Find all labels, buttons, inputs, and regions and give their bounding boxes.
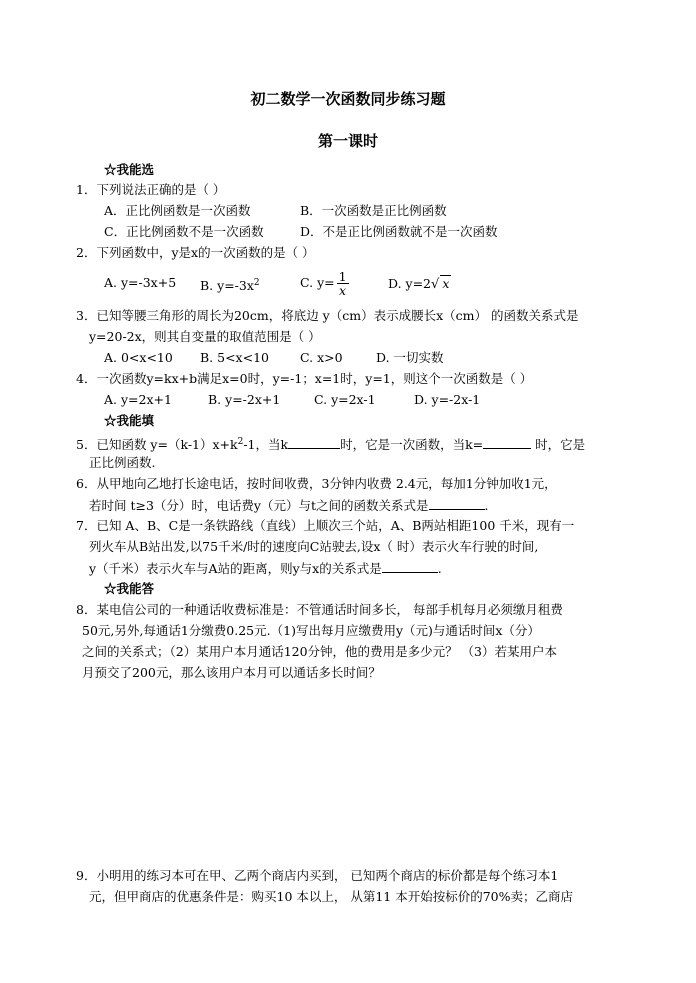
q8-line2: 50元,另外,每通话1分缴费0.25元.（1)写出每月应缴费用y（元)与通话时间x（分） [82,623,540,638]
q2-option-c [300,266,351,300]
q2-option-b [200,275,260,294]
q7-line2: 列火车从B站出发,以75千米/时的速度向C站驶去,设x（ 时）表示火车行驶的时间, [89,539,539,554]
q2-stem: 2．下列函数中，y是x的一次函数的是（ ） [76,245,315,260]
q4-stem: 4．一次函数y=kx+b满足x=0时，y=-1；x=1时，y=1，则这个一次函数是（ ） [76,371,533,386]
q1-stem: 1．下列说法正确的是（ ） [76,182,226,197]
q9-line2: 元，但甲商店的优惠条件是：购买10 本以上， 从第11 本开始按标价的70%卖；乙商店 [89,889,574,904]
q2-option-b-text: B. y=-3x [200,278,254,294]
q5-text-mid2: 时，它是一次函数，当k= [340,437,484,453]
q1-option-b: B．一次函数是正比例函数 [300,203,447,218]
q5-answer-blank-1[interactable] [288,436,340,449]
section-answer: ☆我能答 [104,581,155,596]
q7-line1: 7．已知 A、B、C是一条铁路线（直线）上顺次三个站，A、B两站相距100 千米，现有一 [76,518,575,533]
q5-answer-blank-2[interactable] [483,436,531,449]
q2-fraction-numerator: 1 [338,269,347,284]
q3-option-a: A. 0<x<10 [104,350,173,365]
q4-option-b: B. y=-2x+1 [208,392,281,407]
q8-line3: 之间的关系式；（2）某用户本月通话120分钟，他的费用是多少元？ （3）若某用户本 [82,644,557,659]
q3-stem-line2: y=20-2x，则其自变量的取值范围是（ ） [89,329,321,344]
document-title: 初二数学一次函数同步练习题 [250,90,446,108]
q3-stem-line1: 3．已知等腰三角形的周长为20cm，将底边 y（cm）表示成腰长x（cm） 的函数关系式是 [76,308,579,323]
q2-fraction-denominator: x [339,283,347,298]
section-choose: ☆我能选 [104,162,155,177]
q2-option-d [388,275,451,293]
q3-option-c: C. x>0 [300,350,343,365]
q7-line3-text: y（千米）表示火车与A站的距离，则y与x的关系式是 [89,561,382,576]
q7-line3 [89,560,442,577]
q2-option-c-fraction [337,270,349,297]
q2-option-b-exponent: 2 [253,278,260,288]
q6-line1: 6．从甲地向乙地打长途电话，按时间收费，3分钟内收费 2.4元，每加1分钟加收1元， [76,476,557,491]
q5-line2: 正比例函数. [89,455,156,470]
q6-line2 [89,497,489,514]
q7-answer-blank[interactable] [382,560,438,573]
q8-line1: 8．某电信公司的一种通话收费标准是：不管通话时间多长， 每部手机每月必须缴月租费 [76,602,563,617]
q1-option-d: D．不是正比例函数就不是一次函数 [300,224,498,239]
q5-text-mid: -1，当k [243,437,289,453]
q1-option-c: C．正比例函数不是一次函数 [104,224,264,239]
q3-option-d: D. 一切实数 [376,350,444,365]
q2-option-d-radicand: x [442,276,450,291]
q5-text-start: 5．已知函数 y=（k-1）x+k [76,437,238,453]
q2-option-d-text: D. y=2 [388,276,432,291]
q7-line3-end: . [437,561,442,576]
q2-option-c-text: C. y= [300,275,335,290]
q4-option-a: A. y=2x+1 [104,392,172,407]
q5-text-end: 时，它是 [531,437,586,453]
q6-line2-end: . [484,498,489,513]
q4-option-c: C. y=2x-1 [314,392,376,407]
q5-exponent: 2 [237,437,244,447]
q6-line2-text: 若时间 t≥3（分）时，电话费y（元）与t之间的函数关系式是 [89,498,429,513]
q2-option-a: A. y=-3x+5 [104,275,177,290]
document-subtitle: 第一课时 [317,132,378,150]
q5-line1 [76,434,585,453]
q8-line4: 月预交了200元，那么该用户本月可以通话多长时间？ [82,665,381,680]
q6-answer-blank[interactable] [429,497,485,510]
q3-option-b: B. 5<x<10 [200,350,269,365]
radical-sign-icon: √ [431,277,440,292]
q1-option-a: A．正比例函数是一次函数 [104,203,251,218]
q9-line1: 9．小明用的练习本可在甲、乙两个商店内买到， 已知两个商店的标价都是每个练习本1 [76,868,559,883]
section-fill: ☆我能填 [104,413,155,428]
q4-option-d: D. y=-2x-1 [414,392,481,407]
